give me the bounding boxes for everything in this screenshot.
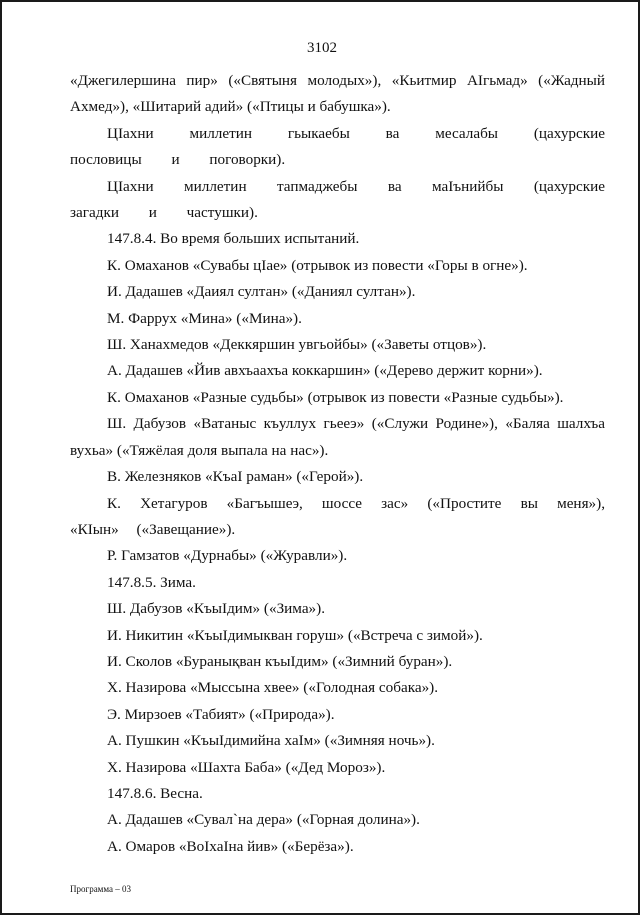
paragraph: ЦIахни миллетин гьыкаебы ва месалабы (цахурские пословицы и поговорки). (70, 124, 605, 169)
section-heading: 147.8.5. Зима. (107, 573, 196, 591)
document-body (70, 68, 605, 860)
paragraph: К. Омаханов «Разные судьбы» (отрывок из повести «Разные судьбы»). (107, 388, 564, 406)
paragraph: Ш. Дабузов «КъыIдим» («Зима»). (107, 600, 326, 618)
paragraph: И. Никитин «КъыIдимыкван горуш» («Встреча с зимой»). (107, 626, 483, 644)
paragraph: Ш. Дабузов «Ватаныс къуллух гьееэ» («Служи Родине»), «Баляа шалхъа вухьа» («Тяжёлая доля выпала на нас»). (70, 415, 605, 459)
section-heading: 147.8.6. Весна. (107, 784, 203, 802)
paragraph: А. Дадашев «Сувал`на дера» («Горная долина»). (107, 811, 420, 829)
paragraph: И. Дадашев «Даиял султан» («Даниял султан»). (107, 283, 416, 301)
paragraph: Р. Гамзатов «Дурнабы» («Журавли»). (107, 547, 348, 565)
paragraph: Х. Назирова «Мыссына хвее» («Голодная собака»). (107, 679, 439, 697)
section-heading: 147.8.4. Во время больших испытаний. (107, 230, 360, 248)
paragraph: Х. Назирова «Шахта Баба» («Дед Мороз»). (107, 758, 386, 776)
paragraph: ЦIахни миллетин тапмаджебы ва маIънийбы (цахурские загадки и частушки). (70, 177, 605, 222)
paragraph: А. Пушкин «КъыIдимийна хаIм» («Зимняя ночь»). (107, 732, 435, 750)
page-number: 3102 (307, 40, 337, 56)
paragraph: Э. Мирзоев «Табият» («Природа»). (107, 705, 335, 723)
paragraph: К. Хетагуров «Багъышеэ, шоссе зас» («Простите вы меня»), «КIын» («Завещание»). (70, 494, 605, 538)
paragraph: И. Сколов «Буранықван къыIдим» («Зимний буран»). (107, 652, 453, 670)
paragraph: Ш. Ханахмедов «Деккяршин увгьойбы» («Заветы отцов»). (107, 336, 487, 354)
paragraph: «Джегилершина пир» («Святыня молодых»), «Кьитмир АIгьмад» («Жадный Ахмед»), «Шитарий адий» («Птицы и бабушка»). (70, 72, 605, 116)
paragraph: А. Омаров «ВоIхаIна йив» («Берёза»). (107, 837, 354, 855)
paragraph: А. Дадашев «Йив авхъаахъа коккаршин» («Дерево держит корни»). (107, 362, 543, 380)
paragraph: В. Железняков «КъаI раман» («Герой»). (107, 468, 364, 486)
footer-label: Программа – 03 (70, 884, 132, 894)
paragraph: К. Омаханов «Сувабы цIае» (отрывок из повести «Горы в огне»). (107, 256, 528, 274)
paragraph: М. Фаррух «Мина» («Мина»). (107, 309, 302, 327)
